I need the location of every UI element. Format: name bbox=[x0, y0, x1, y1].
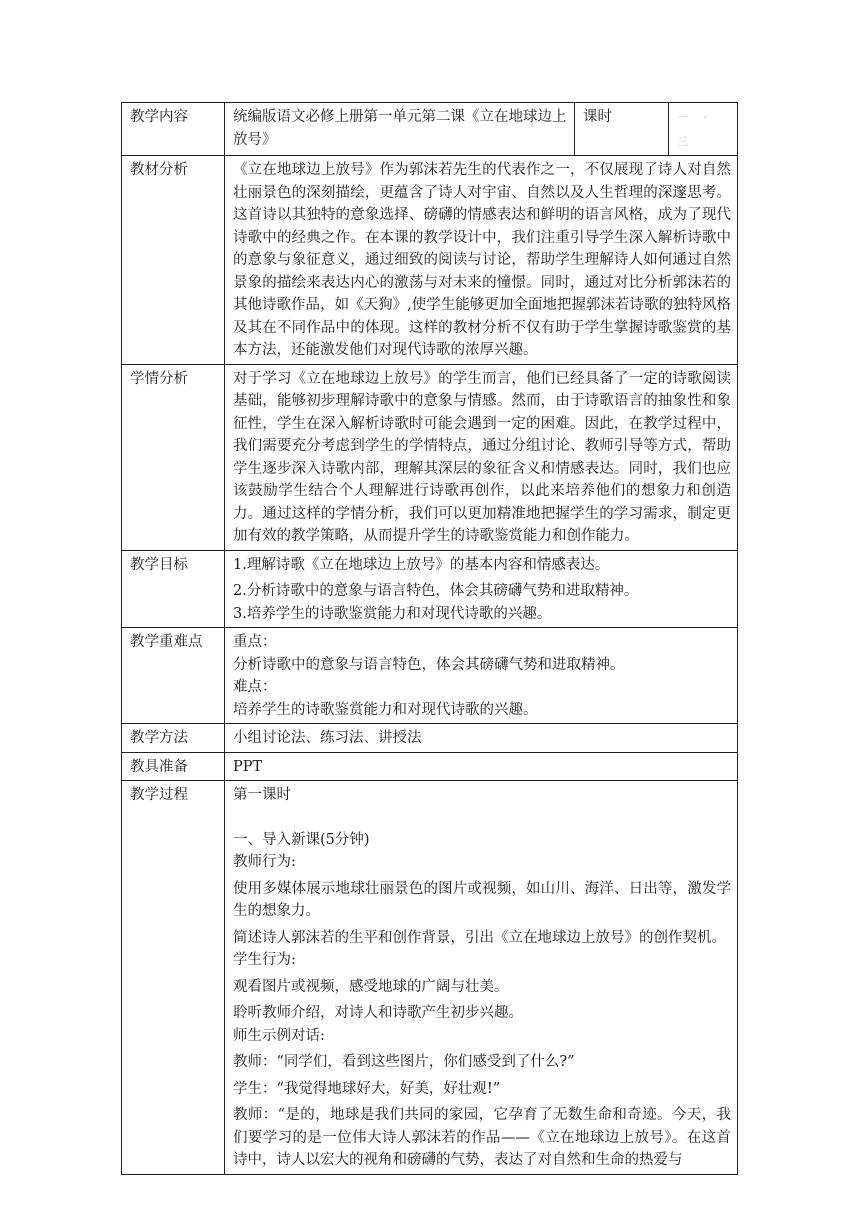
row-student-analysis bbox=[122, 364, 738, 550]
process-line: 第一课时 bbox=[233, 787, 291, 803]
goal-item: 2.分析诗歌中的意象与语言特色，体会其磅礴气势和进取精神。 bbox=[233, 583, 639, 599]
value-teaching-methods: 小组讨论法、练习法、讲授法 bbox=[225, 724, 738, 753]
process-line: 聆听教师介绍，对诗人和诗歌产生初步兴趣。 bbox=[233, 1005, 523, 1021]
row-teaching-methods bbox=[122, 724, 738, 753]
label-student-analysis: 学情分析 bbox=[122, 364, 225, 550]
process-line: 学生：“我觉得地球好大，好美，好壮观!” bbox=[233, 1080, 501, 1097]
cell-teaching-process bbox=[225, 781, 738, 1175]
row-teaching-process bbox=[122, 781, 738, 1175]
difficulty-label: 难点： bbox=[233, 679, 277, 695]
process-line: 师生示例对话: bbox=[233, 1027, 325, 1044]
process-line: 一、导入新课(5分钟) bbox=[233, 831, 370, 848]
focus-text: 分析诗歌中的意象与语言特色，体会其磅礴气势和进取精神。 bbox=[233, 656, 625, 673]
label-teaching-methods: 教学方法 bbox=[122, 724, 225, 753]
label-teaching-process: 教学过程 bbox=[122, 781, 225, 1175]
cell-key-points bbox=[225, 628, 738, 724]
process-line: 教师：“是的，地球是我们共同的家园，它孕育了无数生命和奇迹。今天，我们要学习的是一位伟大诗人郭沫若的作品——《立在地球边上放号》。在这首诗中，诗人以宏大的视角和磅礴的气势，表达了对自然和生命的热爱与 bbox=[233, 1107, 731, 1168]
label-period: 课时 bbox=[575, 103, 669, 156]
row-material-analysis bbox=[122, 156, 738, 365]
process-blank-line bbox=[233, 807, 731, 829]
text-material-analysis: 《立在地球边上放号》作为郭沫若先生的代表作之一，不仅展现了诗人对自然壮丽景色的深刻描绘，更蕴含了诗人对宇宙、自然以及人生哲理的深邃思考。这首诗以其独特的意象选择、磅礴的情感表达和鲜明的语言风格，成为了现代诗歌中的经典之作。在本课的教学设计中，我们注重引导学生深入解析诗歌中的意象与象征意义，通过细致的阅读与讨论，帮助学生理解诗人如何通过自然景象的描绘来表达内心的激荡与对未来的憧憬。同时，通过对比分析郭沫若的其他诗歌作品，如《天狗》,使学生能够更加全面地把握郭沫若诗歌的独特风格及其在不同作品中的体现。这样的教材分析不仅有助于学生掌握诗歌鉴赏的基本方法，还能激发他们对现代诗歌的浓厚兴趣。 bbox=[233, 162, 731, 358]
row-teaching-goals bbox=[122, 550, 738, 628]
label-material-analysis: 教材分析 bbox=[122, 156, 225, 365]
difficulty-text: 培养学生的诗歌鉴赏能力和对现代诗歌的兴趣。 bbox=[233, 701, 538, 718]
value-teaching-content: 统编版语文必修上册第一单元第二课《立在地球边上放号》 bbox=[225, 103, 575, 156]
text-student-analysis: 对于学习《立在地球边上放号》的学生而言，他们已经具备了一定的诗歌阅读基础，能够初步理解诗歌中的意象与情感。然而，由于诗歌语言的抽象性和象征性，学生在深入解析诗歌时可能会遇到一定的困难。因此，在教学过程中，我们需要充分考虑到学生的学情特点，通过分组讨论、教师引导等方式，帮助学生逐步深入诗歌内部，理解其深层的象征含义和情感表达。同时，我们也应该鼓励学生结合个人理解进行诗歌再创作，以此来培养他们的想象力和创造力。通过这样的学情分析，我们可以更加精准地把握学生的学习需求，制定更加有效的教学策略，从而提升学生的诗歌鉴赏能力和创作能力。 bbox=[233, 370, 731, 544]
cell-material-analysis bbox=[225, 156, 738, 365]
row-key-points bbox=[122, 628, 738, 724]
row-teaching-tools bbox=[122, 752, 738, 781]
goal-item: 3.培养学生的诗歌鉴赏能力和对现代诗歌的兴趣。 bbox=[233, 605, 552, 622]
process-line: 学生行为: bbox=[233, 952, 296, 968]
process-line: 观看图片或视频，感受地球的广阔与壮美。 bbox=[233, 978, 509, 995]
goal-item: 1.理解诗歌《立在地球边上放号》的基本内容和情感表达。 bbox=[233, 556, 610, 573]
process-line: 教师：“同学们，看到这些图片，你们感受到了什么?” bbox=[233, 1054, 575, 1070]
process-line: 简述诗人郭沫若的生平和创作背景，引出《立在地球边上放号》的创作契机。 bbox=[233, 929, 726, 946]
focus-label: 重点： bbox=[233, 634, 277, 650]
label-teaching-goals: 教学目标 bbox=[122, 550, 225, 628]
lesson-plan-table bbox=[121, 102, 738, 1175]
label-teaching-tools: 教具准备 bbox=[122, 752, 225, 781]
value-teaching-tools: PPT bbox=[225, 752, 738, 781]
row-teaching-content bbox=[122, 103, 738, 156]
label-key-points: 教学重难点 bbox=[122, 628, 225, 724]
cell-teaching-goals bbox=[225, 550, 738, 628]
label-teaching-content: 教学内容 bbox=[122, 103, 225, 156]
period-value-text: 一 · 三 bbox=[677, 111, 713, 148]
value-period bbox=[669, 103, 738, 156]
process-line: 使用多媒体展示地球壮丽景色的图片或视频，如山川、海洋、日出等，激发学生的想象力。 bbox=[233, 880, 731, 919]
process-line: 教师行为: bbox=[233, 854, 296, 870]
cell-student-analysis bbox=[225, 364, 738, 550]
